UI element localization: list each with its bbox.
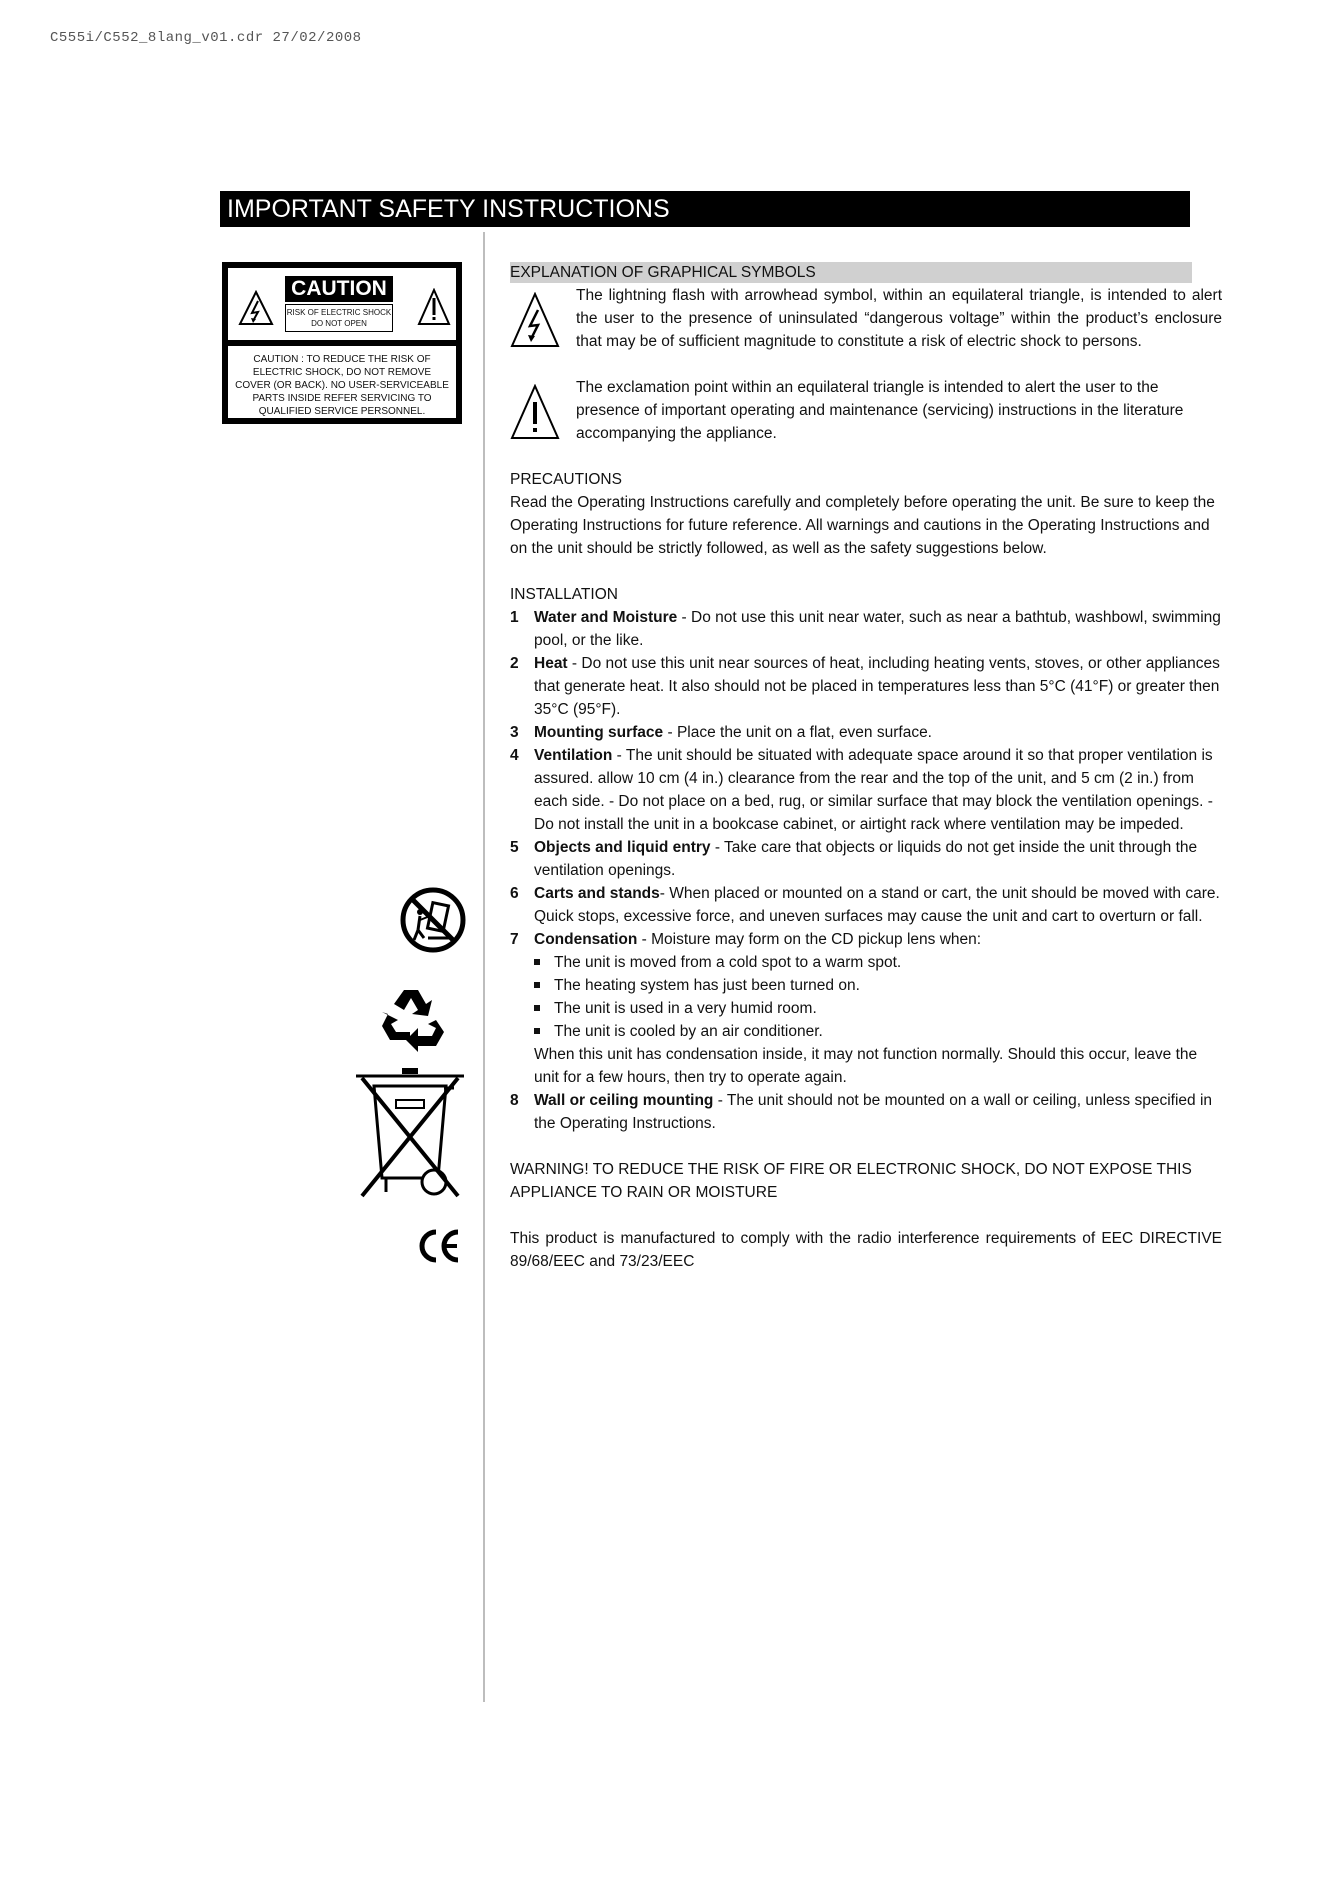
item-term: Wall or ceiling mounting: [534, 1092, 714, 1109]
caution-label-top: [228, 268, 456, 340]
bullet-item: The unit is cooled by an air conditioner.: [534, 1020, 1222, 1043]
item-term: Heat: [534, 655, 568, 672]
ce-mark-icon: [418, 1228, 462, 1264]
installation-item: [510, 652, 1222, 721]
lightning-triangle-icon: [238, 290, 274, 326]
crossed-bin-icon: [354, 1066, 466, 1202]
item-number: 6: [510, 885, 519, 902]
installation-heading: INSTALLATION: [510, 586, 618, 603]
exclamation-symbol-text: The exclamation point within an equilateral triangle is intended to alert the user to the presence of important operating and maintenance (servicing) instructions in the literature accompanying the appliance.: [576, 379, 1184, 442]
caution-sub-line1: RISK OF ELECTRIC SHOCK: [286, 308, 392, 317]
item-term: Carts and stands: [534, 885, 660, 902]
precautions-text: Read the Operating Instructions carefully and completely before operating the unit. Be sure to keep the Operating Instructions for future reference. All warnings and cautions in the Operating Instructions and on the unit should be strictly followed, as well as the safety suggestions below.: [510, 494, 1215, 557]
item-number: 3: [510, 724, 519, 741]
caution-word: CAUTION: [285, 276, 393, 302]
item-text: - Do not use this unit near sources of heat, including heating vents, stoves, or other appliances that generate heat. It also should not be placed in temperatures less than 5°C (41°F) or greater then 35°C (95°F).: [534, 655, 1220, 718]
item-term: Objects and liquid entry: [534, 839, 711, 856]
caution-notice-line: QUALIFIED SERVICE PERSONNEL.: [258, 406, 426, 417]
item-text: - Moisture may form on the CD pickup lens when:: [637, 931, 982, 948]
item-number: 7: [510, 931, 519, 948]
lightning-triangle-icon: [510, 292, 560, 348]
caution-notice-line: COVER (OR BACK). NO USER-SERVICEABLE: [235, 380, 449, 391]
item-number: 1: [510, 609, 519, 626]
installation-item: [510, 606, 1222, 652]
item-text: - The unit should not be mounted on a wall or ceiling, unless specified in the Operating Instructions.: [534, 1092, 1213, 1132]
item-term: Condensation: [534, 931, 638, 948]
item-term: Water and Moisture: [534, 609, 678, 626]
installation-item: [510, 1089, 1222, 1135]
precautions-section: [510, 468, 1222, 560]
bullet-item: The unit is moved from a cold spot to a warm spot.: [534, 951, 1222, 974]
item-text: - Do not use this unit near water, such as near a bathtub, washbowl, swimming pool, or the like.: [534, 609, 1221, 649]
installation-item: [510, 928, 1222, 1089]
precautions-heading: PRECAUTIONS: [510, 471, 622, 488]
compliance-text: This product is manufactured to comply with the radio interference requirements of EEC DIRECTIVE 89/68/EEC and 73/23/EEC: [510, 1230, 1222, 1270]
item-text: - The unit should be situated with adequate space around it so that proper ventilation is assured. allow 10 cm (4 in.) clearance from the rear and the top of the unit, and 5 cm (2 in.) from each side. - Do not place on a bed, rug, or similar surface that may block the ventilation openings. - Do not install the unit in a bookcase cabinet, or airtight rack where ventilation may be impeded.: [534, 747, 1213, 833]
warning-text: WARNING! TO REDUCE THE RISK OF FIRE OR ELECTRONIC SHOCK, DO NOT EXPOSE THIS APPLIANCE TO RAIN OR MOISTURE: [510, 1161, 1192, 1201]
caution-notice-line: CAUTION : TO REDUCE THE RISK OF: [253, 354, 431, 365]
caution-notice-line: PARTS INSIDE REFER SERVICING TO: [252, 393, 432, 404]
item-term: Ventilation: [534, 747, 613, 764]
lightning-symbol-explanation: [510, 284, 1222, 353]
symbols-heading: EXPLANATION OF GRAPHICAL SYMBOLS: [510, 262, 1192, 283]
exclamation-symbol-explanation: [510, 376, 1222, 445]
condensation-bullets: [534, 951, 1222, 1043]
caution-subtext: [285, 304, 393, 332]
item-number: 8: [510, 1092, 519, 1109]
installation-list: [510, 606, 1222, 1135]
item-text: - Take care that objects or liquids do not get inside the unit through the ventilation openings.: [534, 839, 1198, 879]
bullet-item: The unit is used in a very humid room.: [534, 997, 1222, 1020]
item-text: - When placed or mounted on a stand or cart, the unit should be moved with care. Quick stops, excessive force, and uneven surfaces may cause the unit and cart to overturn or fall.: [534, 885, 1220, 925]
exclamation-triangle-icon: [417, 288, 451, 326]
caution-sub-line2: DO NOT OPEN: [311, 319, 367, 328]
item-term: Mounting surface: [534, 724, 664, 741]
item-number: 2: [510, 655, 519, 672]
cart-warning-icon: [400, 886, 466, 954]
installation-item: [510, 721, 1222, 744]
column-divider: [483, 232, 485, 1702]
lightning-symbol-text: The lightning flash with arrowhead symbol, within an equilateral triangle, is intended to alert the user to the presence of uninsulated “dangerous voltage” within the product’s enclosure that may be of sufficient magnitude to constitute a risk of electric shock to persons.: [576, 287, 1222, 350]
caution-notice: [228, 346, 456, 418]
file-stamp: C555i/C552_8lang_v01.cdr 27/02/2008: [50, 30, 362, 46]
bullet-item: The heating system has just been turned on.: [534, 974, 1222, 997]
caution-notice-line: ELECTRIC SHOCK, DO NOT REMOVE: [252, 367, 432, 378]
exclamation-triangle-icon: [510, 384, 560, 440]
recycle-icon: [374, 984, 448, 1054]
condensation-note: When this unit has condensation inside, it may not function normally. Should this occur, leave the unit for a few hours, then try to operate again.: [534, 1046, 1198, 1086]
installation-section: [510, 583, 1222, 1135]
installation-item: [510, 882, 1222, 928]
installation-item: [510, 836, 1222, 882]
main-content: [510, 262, 1222, 1273]
installation-item: [510, 744, 1222, 836]
caution-label: [222, 262, 462, 424]
page-title: IMPORTANT SAFETY INSTRUCTIONS: [220, 191, 1190, 227]
item-number: 5: [510, 839, 519, 856]
item-number: 4: [510, 747, 519, 764]
item-text: - Place the unit on a flat, even surface.: [663, 724, 932, 741]
